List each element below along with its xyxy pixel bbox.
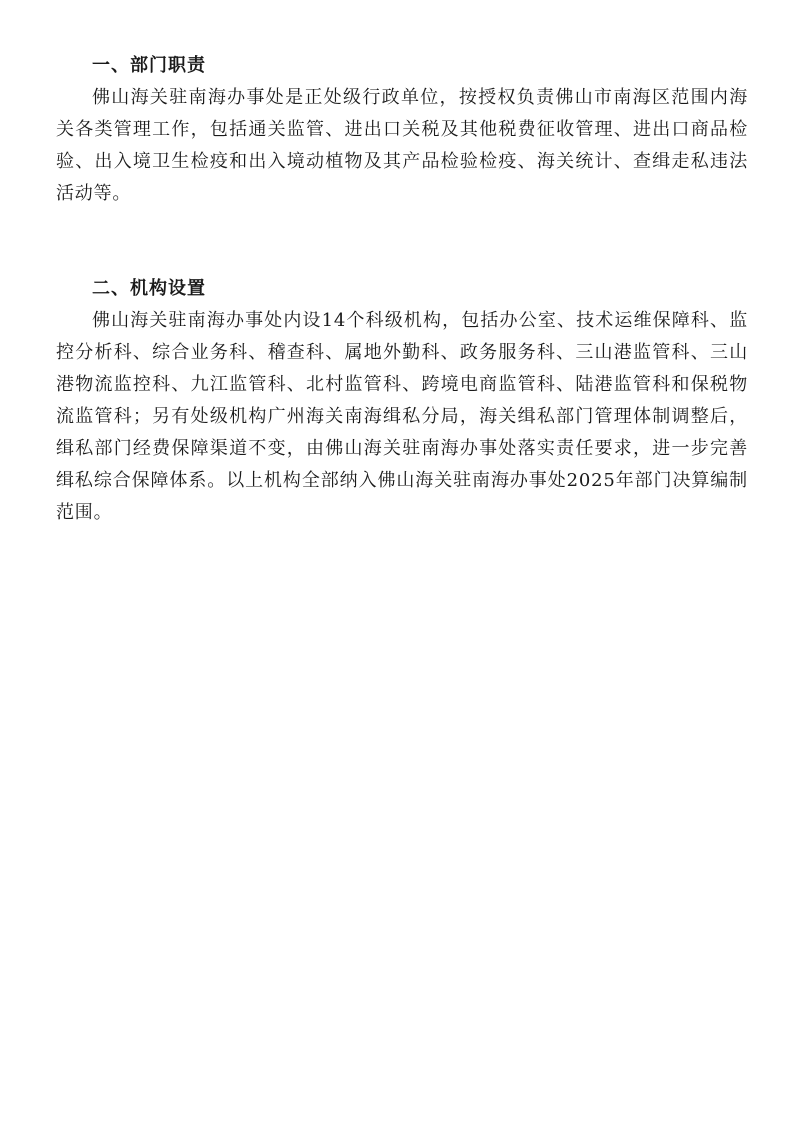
section-heading: 一、部门职责 [92, 55, 206, 76]
section-department-duties [56, 50, 748, 210]
section-organization-structure [56, 273, 748, 529]
section-paragraph: 佛山海关驻南海办事处内设14个科级机构，包括办公室、技术运维保障科、监控分析科、综合业务科、稽查科、属地外勤科、政务服务科、三山港监管科、三山港物流监控科、九江监管科、北村监管科、跨境电商监管科、陆港监管科和保税物流监管科；另有处级机构广州海关南海缉私分局，海关缉私部门管理体制调整后，缉私部门经费保障渠道不变，由佛山海关驻南海办事处落实责任要求，进一步完善缉私综合保障体系。以上机构全部纳入佛山海关驻南海办事处2025年部门决算编制范围。 [56, 310, 748, 523]
section-paragraph: 佛山海关驻南海办事处是正处级行政单位，按授权负责佛山市南海区范围内海关各类管理工作，包括通关监管、进出口关税及其他税费征收管理、进出口商品检验、出入境卫生检疫和出入境动植物及其产品检验检疫、海关统计、查缉走私违法活动等。 [56, 87, 748, 204]
section-heading: 二、机构设置 [92, 278, 206, 299]
